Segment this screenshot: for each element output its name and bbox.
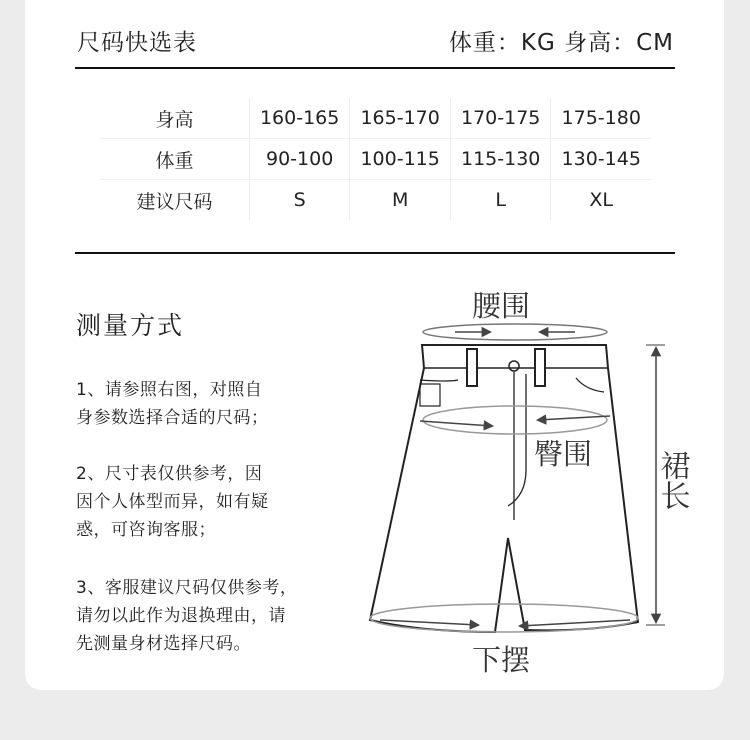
method-title: 测量方式	[76, 311, 185, 340]
table-cell: 100-115	[350, 139, 451, 180]
note-line: 2、尺寸表仅供参考，因	[76, 464, 263, 484]
length-label: 裙长	[654, 450, 690, 510]
table-cell: 130-145	[551, 139, 651, 180]
divider	[75, 67, 675, 69]
size-table	[100, 98, 651, 220]
note-line: 惑，可咨询客服；	[76, 520, 216, 540]
skirt-outline	[370, 345, 638, 632]
note-line: 因个人体型而异，如有疑	[76, 492, 269, 512]
waist-measure	[423, 289, 607, 340]
table-cell: XL	[551, 180, 651, 221]
note-line: 1、请参照右图，对照自	[76, 380, 263, 400]
instruction-note	[76, 574, 316, 658]
row-label: 身高	[100, 98, 249, 139]
length-measure	[646, 345, 691, 625]
table-cell: 90-100	[249, 139, 350, 180]
table-row	[100, 139, 651, 180]
hip-label: 臀围	[534, 437, 593, 471]
table-cell: S	[249, 180, 350, 221]
divider	[75, 252, 675, 254]
hem-label: 下摆	[472, 643, 531, 677]
note-line: 请勿以此作为退换理由，请	[76, 606, 286, 626]
note-line: 3、客服建议尺码仅供参考，	[76, 578, 298, 598]
table-cell: L	[450, 180, 551, 221]
row-label: 建议尺码	[136, 190, 213, 213]
row-label: 体重	[100, 139, 249, 180]
note-line: 身参数选择合适的尺码；	[76, 408, 269, 428]
waist-label: 腰围	[472, 289, 531, 323]
units-note: 体重：KG 身高：CM	[448, 30, 674, 56]
table-cell: 160-165	[249, 98, 350, 139]
table-cell: 165-170	[350, 98, 451, 139]
table-cell: 175-180	[551, 98, 651, 139]
table-cell: 170-175	[450, 98, 551, 139]
instruction-note	[76, 460, 316, 544]
skirt-measurement-diagram	[360, 280, 730, 690]
table-cell: 115-130	[450, 139, 551, 180]
size-chart-title: 尺码快选表	[77, 30, 197, 56]
table-cell: M	[350, 180, 451, 221]
instruction-note	[76, 376, 316, 432]
note-line: 先测量身材选择尺码。	[76, 634, 251, 654]
table-row	[100, 180, 651, 221]
table-row	[100, 98, 651, 139]
